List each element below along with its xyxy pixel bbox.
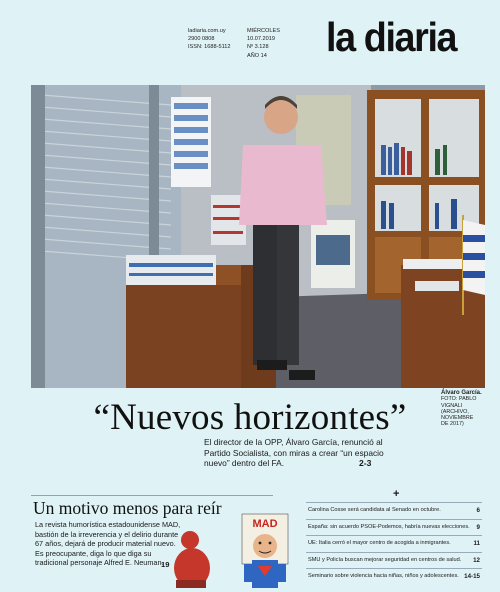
brief-text: Carolina Cosse será candidata al Senado en octubre. (308, 507, 441, 513)
photo-caption-name: Álvaro García. (441, 390, 482, 396)
briefs-list (306, 502, 482, 585)
briefs-plus-icon: + (393, 488, 400, 500)
teaser-title[interactable]: Un motivo menos para reír (33, 498, 222, 518)
brief-page: 9 (476, 523, 480, 531)
brief-page: 14-15 (464, 573, 480, 580)
issn-number: ISSN: 1688-5112 (188, 44, 231, 51)
weekday: MIÉRCOLES (247, 28, 280, 34)
teaser-text: La revista humorística estadounidense MAD, bastión de la irreverencia y el delirio durante 67 años, dejará de producir material nuevo. Es preocupante, diga lo que diga su tradicional personaje Alfred E. Neuman. (35, 520, 181, 568)
brief-text: España: sin acuerdo PSOE-Podemos, habría nuevas elecciones. (308, 523, 470, 530)
brief-page: 11 (473, 540, 480, 547)
brief-item[interactable] (306, 552, 482, 569)
brief-text: Seminario sobre violencia hacia niñas, niños y adolescentes. (308, 573, 459, 579)
main-headline[interactable]: “Nuevos horizontes” (93, 397, 407, 438)
brief-page: 6 (476, 507, 480, 514)
teaser-page: 19 (161, 560, 170, 569)
issue-number: Nº 3.128 (247, 44, 269, 51)
brief-item[interactable] (306, 519, 482, 536)
mad-logo: MAD (252, 518, 278, 530)
brief-text: SMU y Policía buscan mejorar seguridad en centros de salud. (308, 556, 462, 563)
photo-credit-line-1: FOTO: PABLO VIGNALI (441, 396, 477, 409)
masthead-date (247, 27, 280, 60)
mad-magazine-illustration (168, 510, 302, 590)
year: AÑO 14 (247, 52, 267, 59)
brief-item[interactable] (306, 502, 482, 519)
photo-credit-line-3: DE 2017) (441, 421, 464, 428)
phone-number: 2900 0808 (188, 36, 215, 43)
office-photo-illustration (31, 85, 485, 388)
brief-page: 12 (473, 556, 480, 564)
website-link[interactable]: ladiaria.com.uy (188, 28, 226, 34)
main-story-pages: 2-3 (359, 458, 372, 468)
brief-text: UE: Italia cerró el mayor centro de acogida a inmigrantes. (308, 540, 451, 546)
masthead-info (188, 27, 231, 52)
main-photo (31, 85, 485, 388)
main-lede: El director de la OPP, Álvaro García, renunció al Partido Socialista, con miras a crear “un espacio nuevo” dentro del FA. (204, 437, 384, 469)
newspaper-logo: la diaria (326, 14, 457, 60)
date: 10.07.2019 (247, 36, 275, 43)
brief-item[interactable] (306, 535, 482, 552)
photo-credit-line-2: (ARCHIVO, NOVIEMBRE (441, 408, 474, 422)
brief-item[interactable] (306, 568, 482, 585)
